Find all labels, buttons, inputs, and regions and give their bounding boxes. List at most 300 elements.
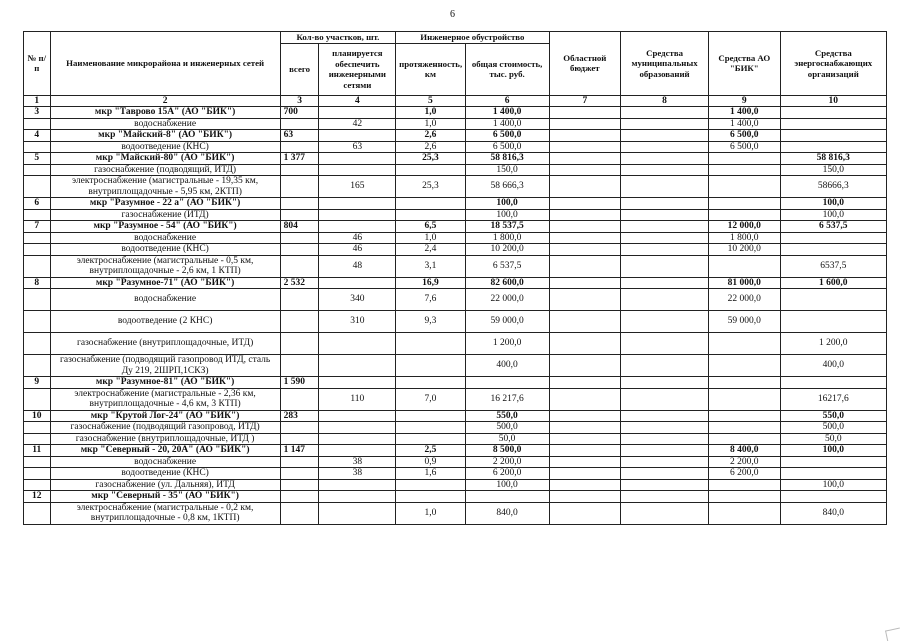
section-row	[24, 153, 887, 165]
cell-num	[24, 468, 51, 480]
cell-bik	[709, 388, 781, 410]
cell-municipal	[621, 422, 709, 434]
cell-regional	[549, 333, 621, 355]
cell-length: 1,0	[396, 502, 466, 524]
funding-table	[23, 31, 887, 525]
cell-energy	[780, 141, 886, 153]
cell-length: 2,5	[396, 445, 466, 457]
cell-name: мкр "Майский-8" (АО "БИК")	[50, 130, 280, 142]
cell-bik	[709, 176, 781, 198]
cell-cost: 58 666,3	[465, 176, 549, 198]
cell-municipal	[621, 456, 709, 468]
cell-plots-total	[280, 422, 319, 434]
cell-length	[396, 491, 466, 503]
cell-municipal	[621, 118, 709, 130]
cell-name: газоснабжение (подводящий газопровод ИТД, сталь Ду 219, 2ШРП,1СКЗ)	[50, 355, 280, 377]
cell-num	[24, 141, 51, 153]
cell-bik: 12 000,0	[709, 221, 781, 233]
cell-plots-planned: 63	[319, 141, 396, 153]
header-cost: общая стоимость, тыс. руб.	[465, 43, 549, 95]
table-row	[24, 118, 887, 130]
cell-length: 2,4	[396, 244, 466, 256]
cell-bik	[709, 209, 781, 221]
cell-energy: 100,0	[780, 479, 886, 491]
cell-plots-planned: 310	[319, 311, 396, 333]
cell-name: электроснабжение (магистральные - 19,35 км, внутриплощадочные - 5,95 км, 2КТП)	[50, 176, 280, 198]
cell-cost: 16 217,6	[465, 388, 549, 410]
cell-plots-total	[280, 289, 319, 311]
cell-regional	[549, 433, 621, 445]
cell-num: 5	[24, 153, 51, 165]
cell-num	[24, 333, 51, 355]
cell-name: электроснабжение (магистральные - 0,5 км, внутриплощадочные - 2,6 км, 1 КТП)	[50, 255, 280, 277]
cell-length	[396, 422, 466, 434]
cell-energy: 50,0	[780, 433, 886, 445]
cell-num	[24, 433, 51, 445]
cell-municipal	[621, 176, 709, 198]
cell-plots-planned	[319, 153, 396, 165]
cell-cost: 50,0	[465, 433, 549, 445]
cell-plots-total	[280, 355, 319, 377]
section-row	[24, 410, 887, 422]
table-row	[24, 255, 887, 277]
table-body	[24, 107, 887, 525]
cell-length	[396, 355, 466, 377]
cell-cost: 100,0	[465, 198, 549, 210]
cell-municipal	[621, 445, 709, 457]
cell-regional	[549, 445, 621, 457]
cell-cost	[465, 491, 549, 503]
cell-plots-total	[280, 502, 319, 524]
table-header	[24, 32, 887, 107]
cell-length	[396, 164, 466, 176]
cell-length	[396, 198, 466, 210]
cell-name: электроснабжение (магистральные - 0,2 км, внутриплощадочные - 0,8 км, 1КТП)	[50, 502, 280, 524]
cell-bik	[709, 198, 781, 210]
cell-bik: 6 500,0	[709, 130, 781, 142]
cell-num	[24, 255, 51, 277]
cell-cost: 22 000,0	[465, 289, 549, 311]
cell-cost: 6 537,5	[465, 255, 549, 277]
cell-name: водоотведение (2 КНС)	[50, 311, 280, 333]
cell-cost: 18 537,5	[465, 221, 549, 233]
cell-length: 25,3	[396, 153, 466, 165]
section-row	[24, 198, 887, 210]
cell-regional	[549, 141, 621, 153]
cell-name: мкр "Разумное - 22 а" (АО "БИК")	[50, 198, 280, 210]
cell-plots-planned	[319, 198, 396, 210]
cell-plots-total	[280, 141, 319, 153]
cell-name: газоснабжение (ИТД)	[50, 209, 280, 221]
cell-municipal	[621, 153, 709, 165]
cell-plots-total	[280, 433, 319, 445]
cell-plots-planned	[319, 479, 396, 491]
cell-regional	[549, 355, 621, 377]
cell-energy: 6537,5	[780, 255, 886, 277]
cell-bik: 1 800,0	[709, 232, 781, 244]
cell-plots-planned	[319, 410, 396, 422]
cell-bik	[709, 491, 781, 503]
cell-num	[24, 479, 51, 491]
cell-length: 16,9	[396, 277, 466, 289]
table-row	[24, 209, 887, 221]
table-row	[24, 456, 887, 468]
cell-municipal	[621, 209, 709, 221]
cell-municipal	[621, 221, 709, 233]
cell-bik: 59 000,0	[709, 311, 781, 333]
cell-num: 4	[24, 130, 51, 142]
table-row	[24, 468, 887, 480]
cell-name: водоснабжение	[50, 289, 280, 311]
cell-name: газоснабжение (подводящий, ИТД)	[50, 164, 280, 176]
cell-municipal	[621, 433, 709, 445]
cell-length: 1,0	[396, 107, 466, 119]
cell-name: мкр "Таврово 15А" (АО "БИК")	[50, 107, 280, 119]
column-number: 7	[549, 95, 621, 107]
section-row	[24, 107, 887, 119]
cell-length: 2,6	[396, 141, 466, 153]
cell-length: 3,1	[396, 255, 466, 277]
cell-regional	[549, 311, 621, 333]
column-number: 9	[709, 95, 781, 107]
cell-cost: 400,0	[465, 355, 549, 377]
cell-energy: 840,0	[780, 502, 886, 524]
header-plots-group: Кол-во участков, шт.	[280, 32, 396, 44]
table-row	[24, 176, 887, 198]
cell-num	[24, 176, 51, 198]
table-row	[24, 311, 887, 333]
page-corner-fold	[885, 628, 902, 641]
cell-municipal	[621, 198, 709, 210]
cell-plots-planned: 42	[319, 118, 396, 130]
cell-name: мкр "Крутой Лог-24" (АО "БИК")	[50, 410, 280, 422]
cell-energy: 58666,3	[780, 176, 886, 198]
cell-energy: 550,0	[780, 410, 886, 422]
cell-energy: 500,0	[780, 422, 886, 434]
cell-municipal	[621, 355, 709, 377]
cell-energy	[780, 289, 886, 311]
column-number: 8	[621, 95, 709, 107]
table-row	[24, 289, 887, 311]
cell-regional	[549, 410, 621, 422]
cell-municipal	[621, 277, 709, 289]
cell-cost: 100,0	[465, 209, 549, 221]
cell-energy	[780, 377, 886, 389]
cell-plots-total: 700	[280, 107, 319, 119]
cell-energy: 400,0	[780, 355, 886, 377]
cell-length	[396, 209, 466, 221]
cell-energy	[780, 468, 886, 480]
cell-cost: 150,0	[465, 164, 549, 176]
cell-plots-total: 1 147	[280, 445, 319, 457]
cell-plots-total	[280, 491, 319, 503]
cell-cost: 10 200,0	[465, 244, 549, 256]
cell-name: газоснабжение (внутриплощадочные, ИТД )	[50, 433, 280, 445]
cell-bik	[709, 502, 781, 524]
cell-cost: 82 600,0	[465, 277, 549, 289]
cell-regional	[549, 289, 621, 311]
cell-bik	[709, 433, 781, 445]
cell-plots-planned	[319, 433, 396, 445]
cell-energy: 16217,6	[780, 388, 886, 410]
cell-length: 6,5	[396, 221, 466, 233]
cell-plots-planned	[319, 333, 396, 355]
cell-energy	[780, 130, 886, 142]
cell-municipal	[621, 164, 709, 176]
cell-num	[24, 232, 51, 244]
cell-plots-planned	[319, 130, 396, 142]
cell-num	[24, 456, 51, 468]
cell-energy	[780, 311, 886, 333]
cell-num	[24, 209, 51, 221]
cell-num	[24, 164, 51, 176]
column-number: 5	[396, 95, 466, 107]
cell-bik: 6 500,0	[709, 141, 781, 153]
cell-plots-total	[280, 311, 319, 333]
cell-plots-planned: 38	[319, 456, 396, 468]
cell-municipal	[621, 130, 709, 142]
cell-plots-planned	[319, 377, 396, 389]
cell-municipal	[621, 377, 709, 389]
cell-length	[396, 479, 466, 491]
cell-plots-total: 1 377	[280, 153, 319, 165]
cell-cost: 6 200,0	[465, 468, 549, 480]
cell-num: 6	[24, 198, 51, 210]
cell-name: водоснабжение	[50, 456, 280, 468]
cell-name: газоснабжение (внутриплощадочные, ИТД)	[50, 333, 280, 355]
cell-bik: 22 000,0	[709, 289, 781, 311]
cell-length: 1,0	[396, 232, 466, 244]
cell-regional	[549, 388, 621, 410]
cell-num: 10	[24, 410, 51, 422]
header-bik: Средства АО "БИК"	[709, 32, 781, 96]
cell-regional	[549, 107, 621, 119]
cell-cost: 1 400,0	[465, 107, 549, 119]
cell-plots-planned: 46	[319, 244, 396, 256]
cell-bik	[709, 422, 781, 434]
cell-energy	[780, 456, 886, 468]
cell-bik: 1 400,0	[709, 118, 781, 130]
cell-energy	[780, 107, 886, 119]
cell-cost: 6 500,0	[465, 130, 549, 142]
cell-municipal	[621, 479, 709, 491]
cell-length: 1,6	[396, 468, 466, 480]
cell-municipal	[621, 388, 709, 410]
cell-municipal	[621, 289, 709, 311]
header-name: Наименование микрорайона и инженерных сетей	[50, 32, 280, 96]
table-row	[24, 355, 887, 377]
cell-cost: 6 500,0	[465, 141, 549, 153]
column-number: 4	[319, 95, 396, 107]
cell-regional	[549, 130, 621, 142]
cell-energy	[780, 491, 886, 503]
cell-energy: 6 537,5	[780, 221, 886, 233]
cell-regional	[549, 377, 621, 389]
cell-length: 2,6	[396, 130, 466, 142]
section-row	[24, 491, 887, 503]
cell-num: 9	[24, 377, 51, 389]
cell-plots-planned	[319, 502, 396, 524]
cell-length	[396, 433, 466, 445]
cell-plots-planned: 38	[319, 468, 396, 480]
cell-energy: 1 200,0	[780, 333, 886, 355]
section-row	[24, 445, 887, 457]
cell-cost: 500,0	[465, 422, 549, 434]
cell-plots-total	[280, 479, 319, 491]
cell-municipal	[621, 311, 709, 333]
cell-cost: 100,0	[465, 479, 549, 491]
table-row	[24, 232, 887, 244]
cell-plots-total: 1 590	[280, 377, 319, 389]
cell-name: электроснабжение (магистральные - 2,36 км, внутриплощадочные - 4,6 км, 3 КТП)	[50, 388, 280, 410]
cell-plots-total	[280, 118, 319, 130]
cell-plots-total: 63	[280, 130, 319, 142]
cell-regional	[549, 479, 621, 491]
cell-name: водоотведение (КНС)	[50, 468, 280, 480]
cell-length	[396, 377, 466, 389]
cell-plots-total: 283	[280, 410, 319, 422]
cell-bik: 10 200,0	[709, 244, 781, 256]
cell-length: 1,0	[396, 118, 466, 130]
cell-regional	[549, 153, 621, 165]
cell-energy: 100,0	[780, 209, 886, 221]
header-length: протяженность, км	[396, 43, 466, 95]
cell-cost	[465, 377, 549, 389]
cell-regional	[549, 502, 621, 524]
cell-name: мкр "Северный - 20, 20А" (АО "БИК")	[50, 445, 280, 457]
table-row	[24, 479, 887, 491]
cell-bik	[709, 479, 781, 491]
cell-name: мкр "Разумное-81" (АО "БИК")	[50, 377, 280, 389]
header-plots-planned: планируется обеспечить инженерными сетями	[319, 43, 396, 95]
cell-plots-planned: 110	[319, 388, 396, 410]
cell-num	[24, 388, 51, 410]
cell-municipal	[621, 107, 709, 119]
cell-bik: 8 400,0	[709, 445, 781, 457]
section-row	[24, 130, 887, 142]
cell-name: мкр "Разумное - 54" (АО "БИК")	[50, 221, 280, 233]
cell-plots-total	[280, 232, 319, 244]
cell-bik	[709, 377, 781, 389]
cell-energy: 1 600,0	[780, 277, 886, 289]
cell-name: водоснабжение	[50, 232, 280, 244]
cell-num: 11	[24, 445, 51, 457]
cell-plots-planned: 46	[319, 232, 396, 244]
cell-bik: 6 200,0	[709, 468, 781, 480]
table-row	[24, 244, 887, 256]
header-infra-group: Инженерное обустройство	[396, 32, 549, 44]
cell-regional	[549, 277, 621, 289]
table-row	[24, 422, 887, 434]
cell-num	[24, 244, 51, 256]
cell-num	[24, 118, 51, 130]
cell-name: мкр "Северный - 35" (АО "БИК")	[50, 491, 280, 503]
cell-bik	[709, 164, 781, 176]
cell-cost: 550,0	[465, 410, 549, 422]
cell-municipal	[621, 232, 709, 244]
cell-plots-planned	[319, 209, 396, 221]
cell-plots-total	[280, 333, 319, 355]
cell-cost: 1 800,0	[465, 232, 549, 244]
cell-num	[24, 422, 51, 434]
cell-municipal	[621, 410, 709, 422]
cell-plots-planned	[319, 164, 396, 176]
column-number: 2	[50, 95, 280, 107]
header-energy: Средства энергоснабжающих организаций	[780, 32, 886, 96]
page-number: 6	[450, 9, 455, 20]
cell-cost: 58 816,3	[465, 153, 549, 165]
cell-num: 8	[24, 277, 51, 289]
cell-plots-total	[280, 255, 319, 277]
cell-cost: 840,0	[465, 502, 549, 524]
cell-plots-total	[280, 456, 319, 468]
cell-name: газоснабжение (подводящий газопровод, ИТД)	[50, 422, 280, 434]
cell-num	[24, 311, 51, 333]
header-plots-total: всего	[280, 43, 319, 95]
cell-length: 7,0	[396, 388, 466, 410]
section-row	[24, 221, 887, 233]
table-row	[24, 333, 887, 355]
cell-regional	[549, 176, 621, 198]
cell-regional	[549, 468, 621, 480]
cell-regional	[549, 164, 621, 176]
cell-plots-planned	[319, 422, 396, 434]
cell-plots-total	[280, 209, 319, 221]
cell-num: 7	[24, 221, 51, 233]
cell-bik	[709, 153, 781, 165]
section-row	[24, 277, 887, 289]
cell-plots-total: 804	[280, 221, 319, 233]
cell-name: водоотведение (КНС)	[50, 141, 280, 153]
cell-regional	[549, 255, 621, 277]
column-number: 3	[280, 95, 319, 107]
cell-name: мкр "Майский-80" (АО "БИК")	[50, 153, 280, 165]
cell-regional	[549, 244, 621, 256]
cell-plots-planned: 165	[319, 176, 396, 198]
cell-municipal	[621, 468, 709, 480]
cell-num	[24, 289, 51, 311]
cell-energy	[780, 232, 886, 244]
table-row	[24, 141, 887, 153]
table-row	[24, 388, 887, 410]
cell-plots-planned	[319, 107, 396, 119]
column-number: 6	[465, 95, 549, 107]
cell-bik	[709, 410, 781, 422]
cell-municipal	[621, 502, 709, 524]
cell-municipal	[621, 333, 709, 355]
cell-energy	[780, 118, 886, 130]
cell-length: 0,9	[396, 456, 466, 468]
cell-num: 12	[24, 491, 51, 503]
cell-length	[396, 333, 466, 355]
cell-length: 25,3	[396, 176, 466, 198]
table-row	[24, 433, 887, 445]
column-number: 1	[24, 95, 51, 107]
cell-regional	[549, 118, 621, 130]
cell-name: водоснабжение	[50, 118, 280, 130]
cell-bik	[709, 355, 781, 377]
cell-cost: 2 200,0	[465, 456, 549, 468]
column-number: 10	[780, 95, 886, 107]
cell-plots-total	[280, 176, 319, 198]
cell-length: 9,3	[396, 311, 466, 333]
cell-num: 3	[24, 107, 51, 119]
header-regional: Областной бюджет	[549, 32, 621, 96]
cell-plots-total	[280, 468, 319, 480]
cell-energy	[780, 244, 886, 256]
cell-plots-planned	[319, 355, 396, 377]
cell-bik	[709, 333, 781, 355]
